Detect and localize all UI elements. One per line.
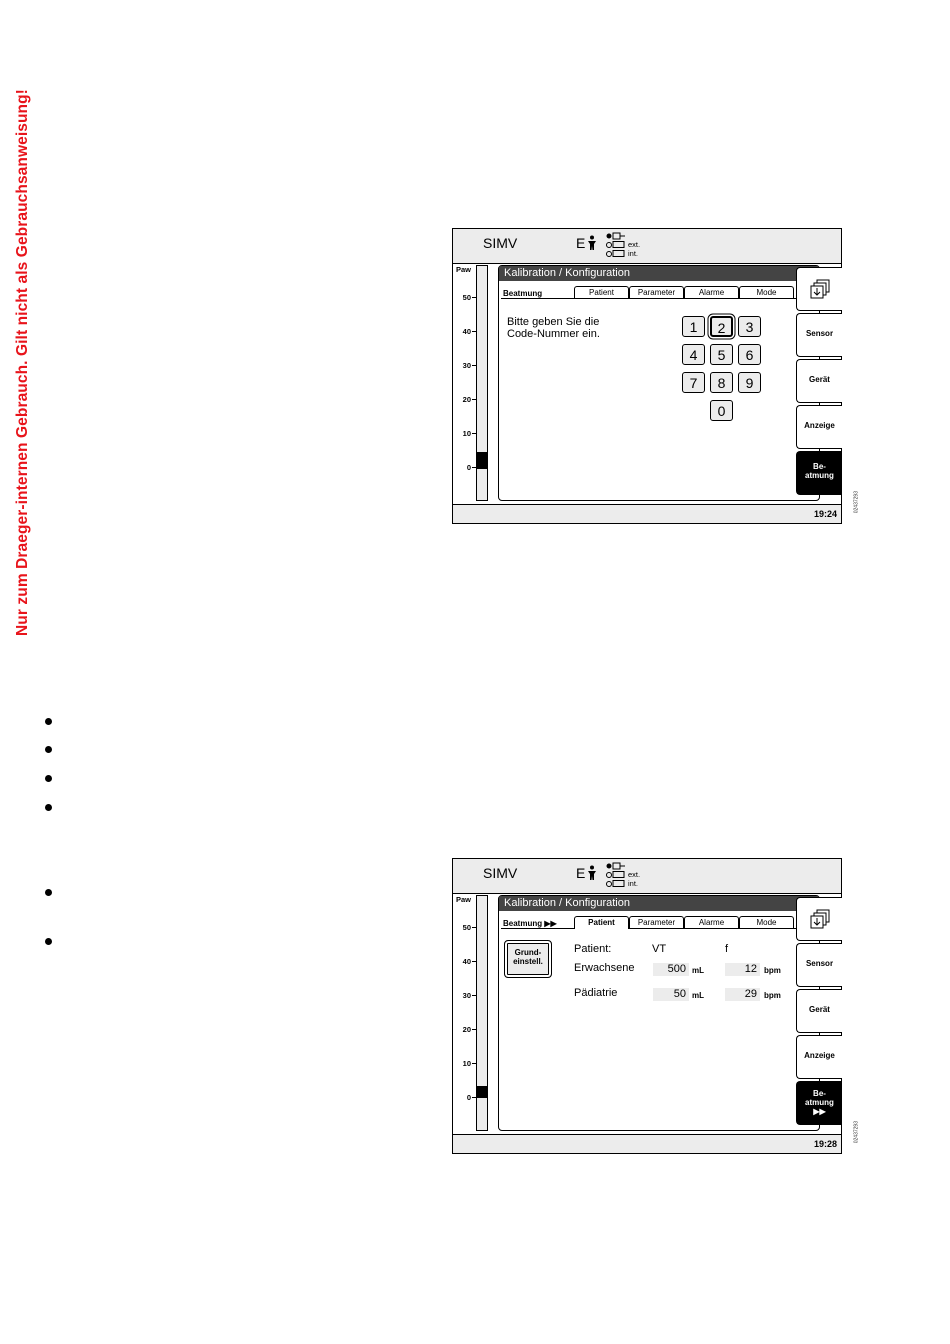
sensor-tab-label: Sensor: [805, 959, 834, 968]
key-0[interactable]: 0: [710, 400, 733, 421]
paw-tick: 40: [462, 327, 471, 336]
patient-icon: [586, 235, 598, 251]
bottom-status-bar: [453, 1134, 841, 1153]
battery-int-icon: [606, 249, 626, 258]
paw-label: Paw: [456, 265, 472, 274]
windows-tab[interactable]: [796, 897, 842, 941]
windows-tab[interactable]: [796, 267, 842, 311]
panel-title: Kalibration / Konfiguration: [499, 266, 819, 281]
ventilation-mode: SIMV: [483, 235, 518, 251]
default-settings-button[interactable]: [504, 940, 552, 978]
beatmung-tab-label: Be-: [813, 1089, 826, 1098]
tab-alarme[interactable]: Alarme: [684, 286, 739, 298]
calibration-panel: [498, 895, 820, 1131]
battery-ext-icon: [606, 870, 626, 879]
anzeige-tab-label: Anzeige: [804, 421, 835, 430]
default-settings-label: Grund-: [514, 948, 542, 957]
tab-patient[interactable]: Patient: [574, 286, 629, 298]
bullet: [45, 775, 52, 782]
anzeige-tab-label: Anzeige: [804, 1051, 835, 1060]
status-bar: [453, 859, 841, 894]
geraet-tab[interactable]: [796, 989, 842, 1033]
beatmung-tab[interactable]: [796, 451, 842, 495]
bullet: [45, 938, 52, 945]
key-1[interactable]: 1: [682, 316, 705, 337]
key-3[interactable]: 3: [738, 316, 761, 337]
pediatric-vt-field[interactable]: 50: [653, 988, 689, 1001]
geraet-tab-label: Gerät: [809, 1005, 830, 1014]
tab-row: [501, 286, 796, 299]
panel-title: Kalibration / Konfiguration: [499, 896, 819, 911]
adult-vt-field[interactable]: 500: [653, 963, 689, 976]
paw-tick: 10: [462, 1059, 471, 1068]
source-ext-label: ext.: [628, 240, 641, 249]
paw-tick: 30: [462, 361, 471, 370]
tab-mode[interactable]: Mode: [739, 286, 794, 298]
geraet-tab-label: Gerät: [809, 375, 830, 384]
pediatric-vt-unit: mL: [692, 991, 704, 1000]
sensor-tab-label: Sensor: [805, 329, 834, 338]
pediatric-label: Pädiatrie: [574, 987, 618, 999]
paw-tick: 10: [462, 429, 471, 438]
internal-use-notice: Nur zum Draeger-internen Gebrauch. Gilt nicht als Gebrauchsanweisung!: [14, 89, 31, 636]
paw-tick: 50: [462, 923, 471, 932]
paw-tick: 50: [462, 293, 471, 302]
paw-tick: 20: [462, 1025, 471, 1034]
ventilator-screen-code-entry: [452, 228, 859, 524]
paw-tick: 40: [462, 957, 471, 966]
source-ext-label: ext.: [628, 870, 641, 879]
paw-label: Paw: [456, 895, 472, 904]
default-settings-label: einstell.: [513, 957, 543, 966]
vt-header: VT: [652, 943, 667, 955]
tab-mode[interactable]: Mode: [739, 916, 794, 928]
key-8[interactable]: 8: [710, 372, 733, 393]
tab-alarme[interactable]: Alarme: [684, 916, 739, 928]
bullet: [45, 889, 52, 896]
paw-bar-fill: [477, 452, 487, 469]
ventilator-screen-patient-defaults: [452, 858, 859, 1154]
key-6[interactable]: 6: [738, 344, 761, 365]
current-tab-label: Beatmung ▶▶: [503, 919, 557, 928]
paw-tick: 20: [462, 395, 471, 404]
patient-header: Patient:: [574, 943, 612, 955]
pediatric-f-unit: bpm: [764, 991, 781, 1000]
sensor-tab[interactable]: [796, 313, 842, 357]
key-9[interactable]: 9: [738, 372, 761, 393]
current-tab-label: Beatmung: [503, 289, 543, 298]
source-int-label: int.: [628, 249, 639, 258]
calibration-panel: [498, 265, 820, 501]
adult-f-unit: bpm: [764, 966, 781, 975]
adult-label: Erwachsene: [574, 962, 635, 974]
beatmung-tab[interactable]: [796, 1081, 842, 1125]
figure-code: 02437293: [853, 1121, 859, 1144]
f-header: f: [725, 943, 729, 955]
clock: 19:28: [813, 1139, 837, 1149]
code-prompt-line: Bitte geben Sie die: [507, 316, 600, 328]
key-7[interactable]: 7: [682, 372, 705, 393]
bullet: [45, 746, 52, 753]
ventilation-mode: SIMV: [483, 865, 518, 881]
anzeige-tab[interactable]: [796, 405, 842, 449]
bullet: [45, 718, 52, 725]
bottom-status-bar: [453, 504, 841, 523]
beatmung-tab-arrows: ▶▶: [813, 1107, 826, 1116]
key-4[interactable]: 4: [682, 344, 705, 365]
e-indicator: E: [576, 235, 586, 251]
geraet-tab[interactable]: [796, 359, 842, 403]
stacked-windows-icon: [807, 278, 833, 302]
adult-f-field[interactable]: 12: [725, 963, 760, 976]
paw-bar-fill: [477, 1086, 487, 1098]
beatmung-tab-label: atmung: [805, 1098, 834, 1107]
code-prompt: [507, 316, 600, 340]
battery-ext-icon: [606, 240, 626, 249]
status-bar: [453, 229, 841, 264]
key-2[interactable]: 2: [710, 316, 733, 337]
paw-tick: 0: [466, 1093, 471, 1102]
battery-int-icon: [606, 879, 626, 888]
paw-pressure-bar: [476, 265, 488, 501]
adult-vt-unit: mL: [692, 966, 704, 975]
figure-code: 02437293: [853, 491, 859, 514]
sensor-tab[interactable]: [796, 943, 842, 987]
beatmung-tab-label: atmung: [805, 471, 834, 480]
bullet: [45, 804, 52, 811]
stacked-windows-icon: [807, 908, 833, 932]
tab-parameter[interactable]: Parameter: [629, 916, 684, 928]
pediatric-f-field[interactable]: 29: [725, 988, 760, 1001]
tab-patient[interactable]: Patient: [574, 916, 629, 929]
e-indicator: E: [576, 865, 586, 881]
key-5[interactable]: 5: [710, 344, 733, 365]
paw-tick: 30: [462, 991, 471, 1000]
tab-parameter[interactable]: Parameter: [629, 286, 684, 298]
anzeige-tab[interactable]: [796, 1035, 842, 1079]
patient-icon: [586, 865, 598, 881]
source-int-label: int.: [628, 879, 639, 888]
tab-row: [501, 916, 796, 929]
paw-pressure-bar: [476, 895, 488, 1131]
beatmung-tab-label: Be-: [813, 462, 826, 471]
paw-tick: 0: [466, 463, 471, 472]
code-prompt-line: Code-Nummer ein.: [507, 328, 600, 340]
clock: 19:24: [813, 509, 837, 519]
